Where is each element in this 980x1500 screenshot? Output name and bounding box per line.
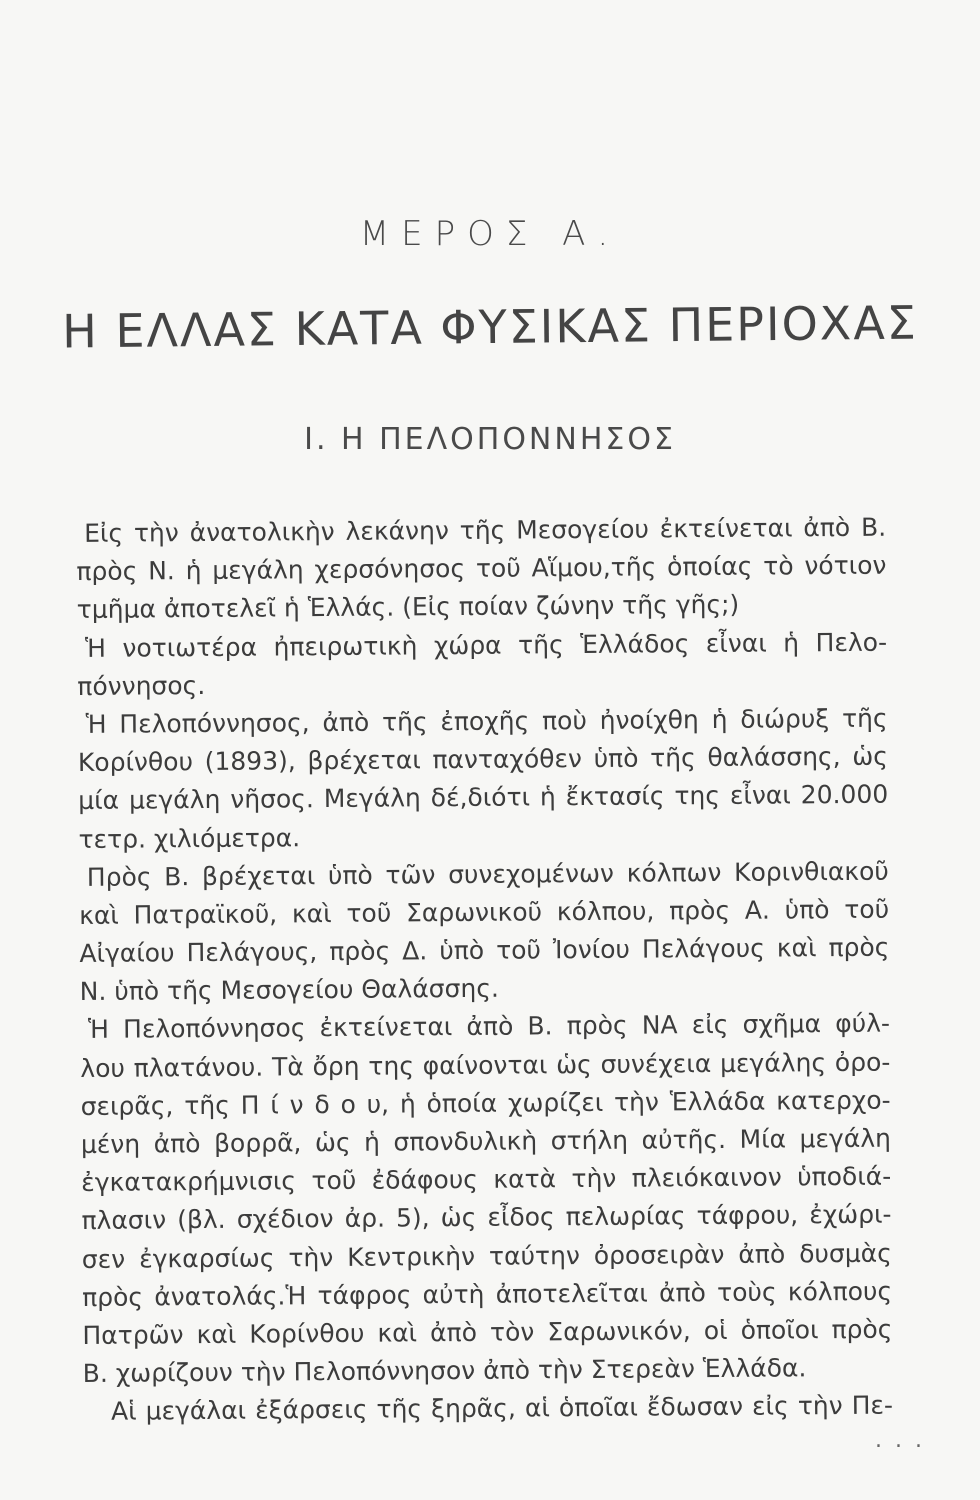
text-line: Πατρῶν καὶ Κορίνθου καὶ ἀπὸ τὸν Σαρωνικόν, οἱ ὁποῖοι πρὸς xyxy=(82,1314,893,1350)
text-line: Ν. ὑπὸ τῆς Μεσογείου Θαλάσσης. xyxy=(79,973,500,1007)
text-line: Αἱ μεγάλαι ἐξάρσεις τῆς ξηρᾶς, αἱ ὁποῖαι ἔδωσαν εἰς τὴν Πε- xyxy=(110,1390,894,1427)
text-line: Αἰγαίου Πελάγους, πρὸς Δ. ὑπὸ τοῦ Ἰονίου Πελάγους καὶ πρὸς xyxy=(79,932,890,969)
text-line: μία μεγάλη νῆσος. Μεγάλη δέ,διότι ἡ ἔκτασίς της εἶναι 20.000 xyxy=(78,779,889,816)
text-line: ἐγκατακρήμνισις τοῦ ἐδάφους κατὰ τὴν πλειόκαινον ὑποδιά- xyxy=(81,1161,892,1198)
section-heading: Ι. Η ΠΕΛΟΠΟΝΝΗΣΟΣ xyxy=(304,422,676,457)
text-line: Ἡ νοτιωτέρα ἠπειρωτικὴ χώρα τῆς Ἑλλάδος εἶναι ἡ Πελο- xyxy=(84,627,888,663)
text-line: τμῆμα ἀποτελεῖ ἡ Ἑλλάς. (Εἰς ποίαν ζώνην τῆς γῆς;) xyxy=(76,590,740,625)
text-line: Ἡ Πελοπόννησος, ἀπὸ τῆς ἐποχῆς ποὺ ἠνοίχθη ἡ διώρυξ τῆς xyxy=(85,703,888,739)
text-line: Κορίνθου (1893), βρέχεται πανταχόθεν ὑπὸ τῆς θαλάσσης, ὡς xyxy=(77,741,889,778)
text-line: πόννησος. xyxy=(77,670,206,701)
text-line: καὶ Πατραϊκοῦ, καὶ τοῦ Σαρωνικοῦ κόλπου, πρὸς Α. ὑπὸ τοῦ xyxy=(79,894,890,930)
text-line: σεν ἐγκαρσίως τὴν Κεντρικὴν ταύτην ὀροσειρὰν ἀπὸ δυσμὰς xyxy=(81,1238,892,1274)
text-line: λου πλατάνου. Τὰ ὄρη της φαίνονται ὡς συνέχεια μεγάλης ὀρο- xyxy=(80,1047,891,1083)
text-line: Ἡ Πελοπόννησος ἐκτείνεται ἀπὸ Β. πρὸς ΝΑ εἰς σχῆμα φύλ- xyxy=(87,1009,891,1045)
trailing-mark: . . . xyxy=(875,1428,925,1453)
text-line: πρὸς ἀνατολάς.Ἡ τάφρος αὐτὴ ἀποτελεῖται ἀπὸ τοὺς κόλπους xyxy=(82,1276,893,1312)
text-line: πλασιν (βλ. σχέδιον ἀρ. 5), ὡς εἶδος πελωρίας τάφρου, ἐχώρι- xyxy=(81,1199,892,1236)
text-line: μένη ἀπὸ βορρᾶ, ὡς ἡ σπονδυλικὴ στήλη αὐτῆς. Μία μεγάλη xyxy=(80,1123,892,1159)
text-line: Β. χωρίζουν τὴν Πελοπόννησον ἀπὸ τὴν Στερεὰν Ἑλλάδα. xyxy=(82,1353,807,1389)
part-heading: ΜΕΡΟΣ Α. xyxy=(359,214,621,254)
body-text xyxy=(76,509,893,1432)
text-line: πρὸς Ν. ἡ μεγάλη χερσόνησος τοῦ Αἵμου,τῆς ὁποίας τὸ νότιον xyxy=(76,550,887,587)
main-title: Η ΕΛΛΑΣ ΚΑΤΑ ΦΥΣΙΚΑΣ ΠΕΡΙΟΧΑΣ xyxy=(61,295,919,359)
text-line: Εἰς τὴν ἀνατολικὴν λεκάνην τῆς Μεσογείου ἐκτείνεται ἀπὸ Β. xyxy=(84,512,887,548)
text-line: τετρ. χιλιόμετρα. xyxy=(78,822,301,854)
text-line: σειρᾶς, τῆς Π ί ν δ ο υ, ἡ ὁποία χωρίζει τὴν Ἑλλάδα κατερχο- xyxy=(80,1085,891,1121)
text-line: Πρὸς Β. βρέχεται ὑπὸ τῶν συνεχομένων κόλπων Κορινθιακοῦ xyxy=(86,856,889,892)
